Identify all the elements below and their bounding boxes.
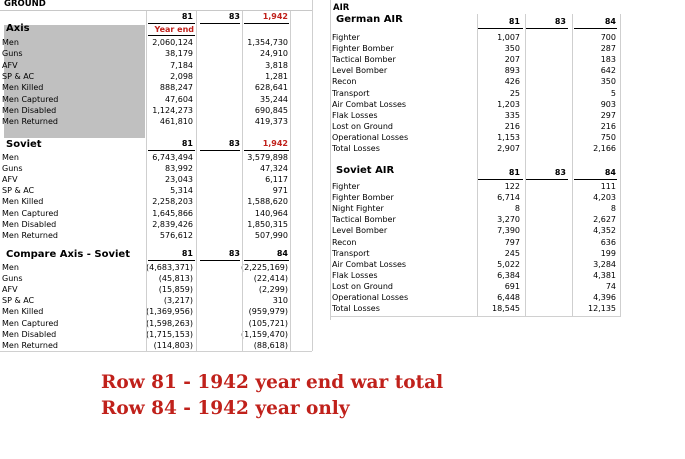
table-row — [0, 48, 312, 59]
cell-81: 2,258,203 — [152, 197, 193, 207]
table-row — [0, 262, 312, 273]
axis-col-81: 81 — [181, 12, 193, 21]
cell-84: 6,117 — [265, 175, 288, 185]
cell-84: 199 — [600, 248, 616, 258]
cell-81: 47,604 — [165, 94, 193, 104]
table-row — [330, 121, 630, 132]
cell-84: (1,159,470) — [241, 329, 288, 339]
table-row — [0, 196, 312, 207]
row-label: Air Combat Losses — [332, 99, 407, 109]
row-label: AFV — [2, 175, 18, 185]
grid-line — [146, 11, 147, 351]
cell-84: 1,850,315 — [247, 219, 288, 229]
compare-col-81: 81 — [181, 249, 193, 258]
soviet-ground-section — [0, 139, 312, 249]
table-row — [0, 295, 312, 306]
table-row — [330, 99, 630, 110]
cell-81: (3,217) — [163, 296, 193, 306]
table-row — [330, 143, 630, 154]
grid-line — [525, 14, 526, 316]
cell-84: 1,354,730 — [247, 38, 288, 47]
table-row — [330, 203, 630, 214]
cell-81: 8 — [514, 204, 520, 214]
cell-81: 83,992 — [165, 164, 193, 174]
cell-84: (22,414) — [253, 274, 288, 284]
table-row — [330, 110, 630, 121]
cell-81: 2,098 — [170, 71, 193, 81]
compare-section — [0, 249, 312, 351]
table-row — [330, 181, 630, 192]
grid-line — [312, 0, 313, 351]
table-row — [0, 71, 312, 82]
table-row — [0, 185, 312, 196]
cell-84: (2,225,169) — [241, 263, 288, 272]
cell-84: (959,979) — [248, 307, 288, 317]
table-row — [0, 208, 312, 219]
cell-84: 903 — [600, 99, 616, 109]
axis-year-end: Year end — [154, 25, 194, 34]
table-row — [0, 329, 312, 340]
cell-84: 3,579,898 — [247, 153, 288, 162]
cell-81: (1,598,263) — [146, 318, 193, 328]
compare-col-83: 83 — [228, 249, 240, 258]
cell-81: 6,384 — [497, 270, 520, 280]
row-label: Men Killed — [2, 83, 44, 93]
cell-84: 507,990 — [254, 230, 288, 240]
cell-81: 122 — [504, 182, 520, 191]
table-row — [330, 43, 630, 54]
table-row — [0, 152, 312, 163]
cell-84: (88,618) — [253, 340, 288, 350]
cell-84: 700 — [600, 33, 616, 42]
cell-81: (4,683,371) — [146, 263, 193, 272]
table-row — [330, 248, 630, 259]
table-row — [330, 65, 630, 76]
grid-line — [477, 14, 478, 316]
row-label: SP & AC — [2, 296, 35, 306]
row-label: Lost on Ground — [332, 281, 393, 291]
row-label: Fighter Bomber — [332, 44, 394, 54]
cell-84: 310 — [272, 296, 288, 306]
cell-81: 1,645,866 — [152, 208, 193, 218]
german-col-84-underline — [574, 28, 617, 29]
grid-line — [242, 11, 243, 351]
grid-line — [330, 0, 331, 320]
compare-col-84: 84 — [276, 249, 288, 258]
table-row — [330, 76, 630, 87]
row-label: Transport — [332, 88, 370, 98]
row-label: Operational Losses — [332, 293, 409, 302]
cell-84: 12,135 — [588, 304, 616, 314]
cell-81: 691 — [504, 281, 520, 291]
cell-81: 7,390 — [497, 226, 520, 236]
table-row — [330, 259, 630, 270]
cell-81: 5,022 — [497, 259, 520, 269]
soviet-air-col-84: 84 — [604, 168, 616, 177]
air-title: AIR — [333, 3, 350, 13]
cell-84: 642 — [600, 66, 616, 76]
cell-81: 18,545 — [492, 304, 520, 314]
cell-81: (114,803) — [153, 340, 193, 350]
row-label: Level Bomber — [332, 66, 388, 76]
table-row — [330, 214, 630, 225]
cell-81: (45,813) — [158, 274, 193, 284]
cell-84: 35,244 — [260, 94, 288, 104]
row-label: Men Killed — [2, 307, 44, 317]
row-label: Tactical Bomber — [332, 215, 396, 225]
row-label: SP & AC — [2, 186, 35, 196]
cell-81: 1,203 — [497, 99, 520, 109]
cell-81: (1,715,153) — [146, 329, 193, 339]
row-label: Men Captured — [2, 318, 59, 328]
cell-84: 2,166 — [593, 144, 616, 153]
cell-84: 8 — [610, 204, 616, 214]
row-label: Recon — [332, 77, 357, 87]
axis-col-83: 83 — [228, 12, 240, 21]
cell-81: 216 — [504, 121, 520, 131]
table-row — [0, 284, 312, 295]
ground-title: GROUND — [4, 0, 46, 9]
cell-84: 4,203 — [593, 193, 616, 203]
soviet-col-83: 83 — [228, 139, 240, 148]
cell-81: 888,247 — [159, 83, 193, 93]
table-row — [0, 174, 312, 185]
grid-line — [572, 14, 573, 316]
cell-84: 5 — [610, 88, 616, 98]
row-label: Air Combat Losses — [332, 259, 407, 269]
row-label: Tactical Bomber — [332, 55, 396, 65]
cell-84: 971 — [272, 186, 288, 196]
soviet-col-81: 81 — [181, 139, 193, 148]
cell-81: 7,184 — [170, 60, 193, 70]
grid-line — [620, 14, 621, 316]
cell-81: 893 — [504, 66, 520, 76]
cell-81: 2,907 — [497, 144, 520, 153]
cell-81: 1,007 — [497, 33, 520, 42]
cell-81: 1,124,273 — [152, 105, 193, 115]
cell-81: 3,270 — [497, 215, 520, 225]
row-label: AFV — [2, 285, 18, 295]
note-line-1: Row 81 - 1942 year end war total — [101, 372, 444, 393]
row-label: AFV — [2, 60, 18, 70]
table-row — [330, 132, 630, 143]
grid-line — [196, 11, 197, 351]
cell-84: 690,845 — [254, 105, 288, 115]
row-label: Flak Losses — [332, 110, 378, 120]
soviet-air-col-81-underline — [478, 179, 523, 180]
table-row — [330, 303, 630, 314]
cell-84: 628,641 — [254, 83, 288, 93]
cell-84: 47,324 — [260, 164, 288, 174]
cell-84: 3,818 — [265, 60, 288, 70]
cell-81: 23,043 — [165, 175, 193, 185]
row-label: Men Captured — [2, 208, 59, 218]
german-col-84: 84 — [604, 17, 616, 26]
soviet-air-section — [330, 165, 630, 315]
row-label: Men — [2, 38, 19, 47]
soviet-air-col-83: 83 — [554, 168, 566, 177]
row-label: Men Disabled — [2, 329, 57, 339]
table-row — [0, 60, 312, 71]
cell-84: 350 — [600, 77, 616, 87]
row-label: Level Bomber — [332, 226, 388, 236]
german-air-section — [330, 14, 630, 159]
cell-81: 6,714 — [497, 193, 520, 203]
table-row — [0, 306, 312, 317]
row-label: Guns — [2, 49, 23, 59]
cell-84: 4,396 — [593, 293, 616, 302]
cell-81: 576,612 — [159, 230, 193, 240]
table-row — [0, 37, 312, 48]
cell-84: (2,299) — [258, 285, 288, 295]
row-label: Men Returned — [2, 340, 58, 350]
row-label: Guns — [2, 164, 23, 174]
soviet-col-81-underline — [148, 150, 195, 151]
cell-84: 287 — [600, 44, 616, 54]
cell-81: 38,179 — [165, 49, 193, 59]
row-label: Night Fighter — [332, 204, 384, 214]
cell-84: 216 — [600, 121, 616, 131]
german-air-heading: German AIR — [336, 14, 403, 25]
german-col-81: 81 — [508, 17, 520, 26]
axis-section — [0, 11, 312, 131]
grid-line — [0, 351, 312, 352]
row-label: Fighter — [332, 182, 360, 191]
soviet-air-col-81: 81 — [508, 168, 520, 177]
table-row — [0, 340, 312, 351]
cell-81: (15,859) — [158, 285, 193, 295]
axis-heading: Axis — [6, 23, 30, 34]
row-label: Men — [2, 263, 19, 272]
axis-col-83-underline — [200, 23, 240, 24]
cell-84: 4,352 — [593, 226, 616, 236]
compare-col-81-underline — [148, 260, 195, 261]
row-label: Fighter — [332, 33, 360, 42]
soviet-air-col-83-underline — [526, 179, 568, 180]
soviet-col-83-underline — [200, 150, 240, 151]
german-col-83: 83 — [554, 17, 566, 26]
table-row — [330, 88, 630, 99]
row-label: Total Losses — [332, 304, 380, 314]
cell-84: 419,373 — [254, 117, 288, 127]
row-label: SP & AC — [2, 71, 35, 81]
table-row — [330, 32, 630, 43]
cell-84: 74 — [605, 281, 616, 291]
row-label: Guns — [2, 274, 23, 284]
compare-col-84-underline — [244, 260, 289, 261]
grid-line — [330, 316, 621, 317]
cell-84: 111 — [600, 182, 616, 191]
cell-84: 1,281 — [265, 71, 288, 81]
row-label: Men Killed — [2, 197, 44, 207]
compare-heading: Compare Axis - Soviet — [6, 249, 130, 260]
table-row — [0, 163, 312, 174]
row-label: Men Disabled — [2, 219, 57, 229]
table-row — [330, 292, 630, 303]
table-row — [0, 230, 312, 241]
table-row — [0, 82, 312, 93]
soviet-col-1942-underline — [244, 150, 289, 151]
row-label: Men Captured — [2, 94, 59, 104]
cell-84: 183 — [600, 55, 616, 65]
cell-84: 4,381 — [593, 270, 616, 280]
cell-81: 461,810 — [159, 117, 193, 127]
soviet-heading: Soviet — [6, 139, 42, 150]
cell-81: 797 — [504, 237, 520, 247]
table-row — [330, 192, 630, 203]
cell-84: 2,627 — [593, 215, 616, 225]
compare-col-83-underline — [200, 260, 240, 261]
cell-81: 426 — [504, 77, 520, 87]
cell-84: (105,721) — [248, 318, 288, 328]
row-label: Men — [2, 153, 19, 162]
row-label: Flak Losses — [332, 270, 378, 280]
cell-81: 335 — [504, 110, 520, 120]
grid-line — [290, 11, 291, 351]
table-row — [330, 54, 630, 65]
cell-81: 245 — [504, 248, 520, 258]
cell-81: 25 — [509, 88, 520, 98]
table-row — [0, 94, 312, 105]
cell-84: 297 — [600, 110, 616, 120]
cell-84: 140,964 — [254, 208, 288, 218]
cell-84: 3,284 — [593, 259, 616, 269]
soviet-air-col-84-underline — [574, 179, 617, 180]
table-row — [330, 281, 630, 292]
cell-81: 2,060,124 — [152, 38, 193, 47]
cell-81: 6,743,494 — [152, 153, 193, 162]
row-label: Recon — [332, 237, 357, 247]
row-label: Men Disabled — [2, 105, 57, 115]
german-col-81-underline — [478, 28, 523, 29]
cell-81: 350 — [504, 44, 520, 54]
row-label: Lost on Ground — [332, 121, 393, 131]
cell-81: 1,153 — [497, 132, 520, 142]
table-row — [0, 318, 312, 329]
table-row — [0, 105, 312, 116]
table-row — [0, 219, 312, 230]
note-line-2: Row 84 - 1942 year only — [101, 398, 350, 419]
row-label: Men Returned — [2, 117, 58, 127]
cell-84: 750 — [600, 132, 616, 142]
cell-81: 5,314 — [170, 186, 193, 196]
row-label: Fighter Bomber — [332, 193, 394, 203]
table-row — [330, 225, 630, 236]
cell-84: 636 — [600, 237, 616, 247]
cell-81: 6,448 — [497, 293, 520, 302]
row-label: Total Losses — [332, 144, 380, 153]
soviet-air-heading: Soviet AIR — [336, 165, 395, 176]
row-label: Operational Losses — [332, 132, 409, 142]
axis-year-end-underline — [148, 35, 195, 36]
cell-81: 2,839,426 — [152, 219, 193, 229]
axis-col-81-underline — [148, 23, 195, 24]
german-col-83-underline — [526, 28, 568, 29]
cell-81: 207 — [504, 55, 520, 65]
soviet-col-1942: 1,942 — [262, 139, 288, 148]
table-row — [330, 237, 630, 248]
row-label: Transport — [332, 248, 370, 258]
cell-84: 1,588,620 — [247, 197, 288, 207]
table-row — [0, 116, 312, 127]
table-row — [330, 270, 630, 281]
axis-col-1942: 1,942 — [262, 12, 288, 21]
row-label: Men Returned — [2, 230, 58, 240]
cell-81: (1,369,956) — [146, 307, 193, 317]
axis-col-1942-underline — [244, 23, 289, 24]
cell-84: 24,910 — [260, 49, 288, 59]
table-row — [0, 273, 312, 284]
